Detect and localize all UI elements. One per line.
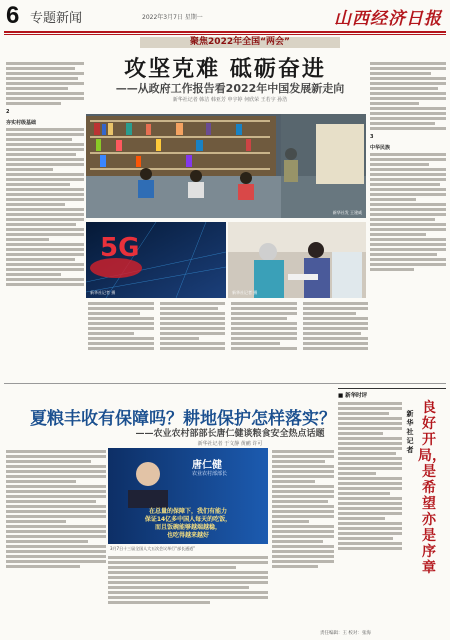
photo-elderly-care [228,222,366,298]
header-rule-thin [4,34,446,35]
article-body-left [6,448,106,628]
sidebar-author: 新华社记者 [406,410,414,454]
photo-caption: 新华社记者 摄 [90,290,116,295]
feature-subtitle: ——从政府工作报告看2022年中国发展新走向 [115,82,345,95]
section-heading: 2 [6,109,10,115]
article-body-right [272,448,334,628]
body-column-middle [88,300,368,380]
video-caption: 3月7日十三届全国人大五次会议举行“部长通道” [110,546,196,551]
feature-banner: 聚焦2022年全国“两会” [140,37,340,48]
section-name: 专题新闻 [30,11,83,26]
section-heading: 夯实村级基础 [6,120,37,126]
dateline: 2022年3月7日 星期一 [142,14,203,21]
sidebar-kicker: ■ 新华时评 [338,393,368,399]
article-subtitle: ——农业农村部部长唐仁健谈粮食安全热点话题 [135,429,325,439]
feature-byline: 新华社记者 韩洁 韩亚芳 申宇婷 何欣荣 王若宇 孙浩 [172,97,288,103]
article-byline: 新华社记者 于文静 黄鹂 许可 [197,441,263,447]
video-role: 农业农村部部长 [192,471,228,477]
section-heading: 3 [370,134,374,140]
article-body-middle [108,554,268,628]
header-rule [4,31,446,33]
photo-children-library [86,114,366,218]
page-footer: 责任编辑：王 校对：张海 [320,631,371,636]
photo-caption: 新华社发 王建威 [332,210,362,215]
feature-title: 攻坚克难 砥砺奋进 [124,57,326,82]
sidebar-body [338,400,402,628]
video-still-minister [108,448,268,544]
video-name: 唐仁健 [192,460,222,471]
body-column-right [370,60,446,380]
page-number: 6 [6,2,20,29]
photo-5g-display [86,222,226,298]
5g-text: 5G [100,233,140,263]
section-heading: 中华民族 [370,145,391,151]
video-quote: 在总量的保障下，我们有能力 保证14亿多中国人每天的吃饭， 而且饭碗能够越端越稳， 也吃得越来越好 [144,508,232,539]
section-divider [4,383,446,384]
article-title: 夏粮丰收有保障吗？耕地保护怎样落实？ [30,409,336,429]
photo-caption: 新华社记者 摄 [232,290,258,295]
newspaper-logo: 山西经济日报 [334,9,442,29]
body-column-left [6,60,84,380]
sidebar-vertical-title: 良好开局，是希望亦是序章 [418,400,446,576]
sidebar-box [338,388,446,398]
